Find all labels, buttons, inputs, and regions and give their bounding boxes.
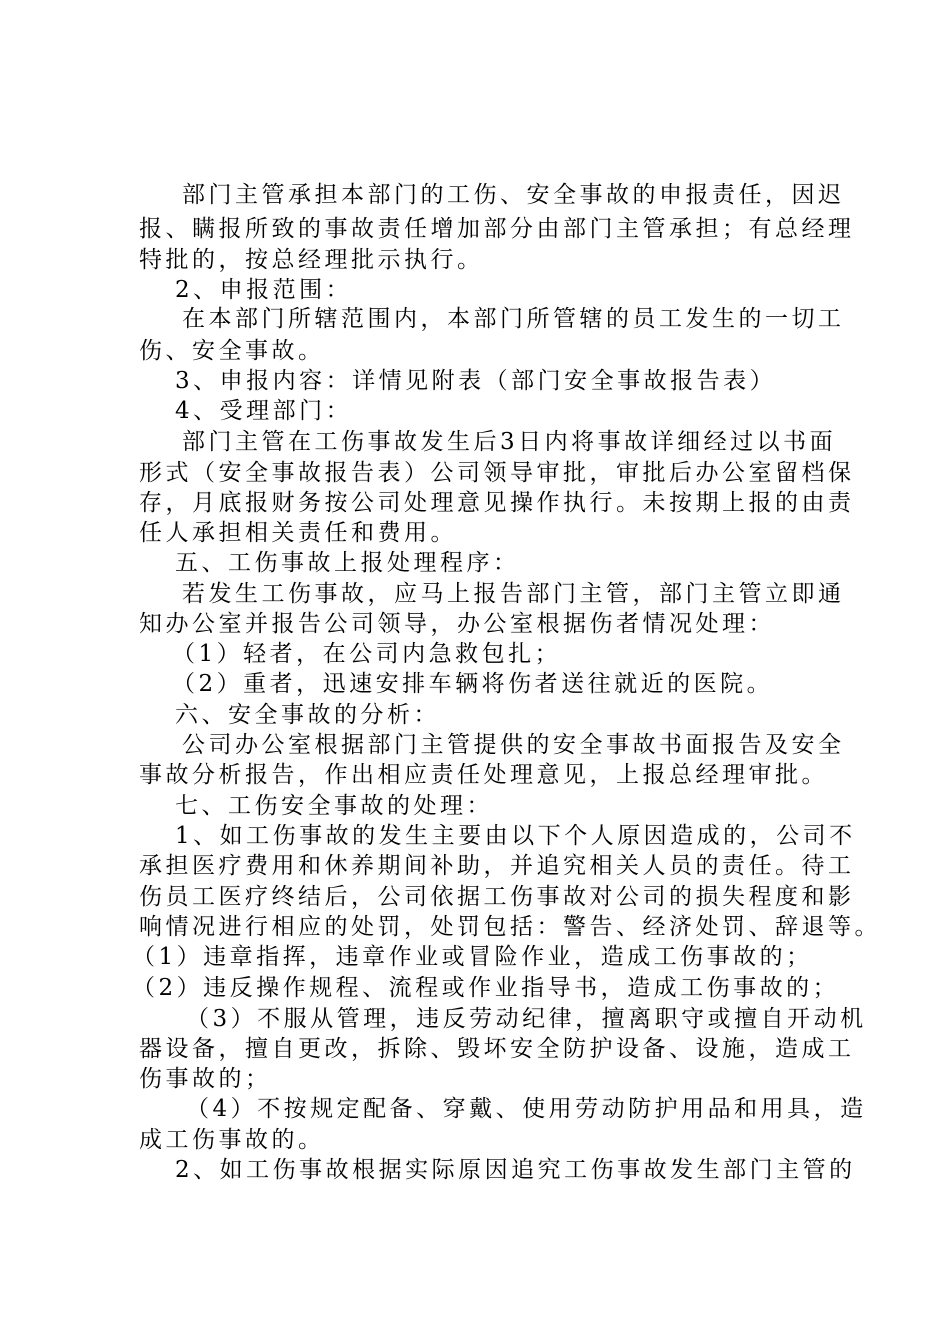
paragraph-line: 报、瞒报所致的事故责任增加部分由部门主管承担；有总经理 [139, 216, 855, 242]
paragraph-line: 器设备，擅自更改，拆除、毁坏安全防护设备、设施，造成工 [139, 1036, 855, 1062]
list-item: （3）不服从管理，违反劳动纪律，擅离职守或擅自开动机 [186, 1006, 867, 1032]
paragraph-line: 事故分析报告，作出相应责任处理意见，上报总经理审批。 [139, 762, 828, 788]
list-item: （4）不按规定配备、穿戴、使用劳动防护用品和用具，造 [186, 1096, 867, 1122]
list-item: （2）违反操作规程、流程或作业指导书，造成工伤事故的； [132, 975, 840, 1001]
paragraph-line: 知办公室并报告公司领导，办公室根据伤者情况处理： [139, 611, 775, 637]
paragraph-line: 伤员工医疗终结后，公司依据工伤事故对公司的损失程度和影 [139, 884, 855, 910]
list-item: （1）轻者，在公司内急救包扎； [172, 641, 562, 667]
paragraph-line: 伤、安全事故。 [139, 338, 325, 364]
list-item: （2）重者，迅速安排车辆将伤者送往就近的医院。 [172, 671, 774, 697]
section-heading: 2、申报范围： [175, 277, 353, 303]
paragraph-line: 2、如工伤事故根据实际原因追究工伤事故发生部门主管的 [175, 1157, 856, 1183]
paragraph-line: 形式（安全事故报告表）公司领导审批，审批后办公室留档保 [139, 460, 855, 486]
paragraph-line: 在本部门所辖范围内，本部门所管辖的员工发生的一切工 [182, 306, 845, 332]
paragraph-line: 部门主管在工伤事故发生后3日内将事故详细经过以书面 [182, 429, 837, 455]
paragraph-line: 1、如工伤事故的发生主要由以下个人原因造成的，公司不 [175, 823, 856, 849]
paragraph-line: 特批的，按总经理批示执行。 [139, 247, 484, 273]
paragraph-line: 伤事故的； [139, 1066, 272, 1092]
paragraph-line: 存，月底报财务按公司处理意见操作执行。未按期上报的由责 [139, 490, 855, 516]
paragraph-line: 承担医疗费用和休养期间补助，并追究相关人员的责任。待工 [139, 853, 855, 879]
paragraph-line: 部门主管承担本部门的工伤、安全事故的申报责任，因迟 [182, 182, 845, 208]
section-heading: 七、工伤安全事故的处理： [175, 793, 493, 819]
paragraph-line: 响情况进行相应的处罚，处罚包括：警告、经济处罚、辞退等。 [139, 914, 881, 940]
paragraph-line: 任人承担相关责任和费用。 [139, 520, 457, 546]
paragraph-line: 成工伤事故的。 [139, 1127, 325, 1153]
section-heading: 五、工伤事故上报处理程序： [175, 550, 520, 576]
section-heading: 3、申报内容：详情见附表（部门安全事故报告表） [175, 368, 777, 394]
list-item: （1）违章指挥，违章作业或冒险作业，造成工伤事故的； [132, 944, 813, 970]
paragraph-line: 公司办公室根据部门主管提供的安全事故书面报告及安全 [182, 732, 845, 758]
section-heading: 六、安全事故的分析： [175, 702, 440, 728]
paragraph-line: 若发生工伤事故，应马上报告部门主管，部门主管立即通 [182, 581, 845, 607]
section-heading: 4、受理部门： [175, 398, 353, 424]
